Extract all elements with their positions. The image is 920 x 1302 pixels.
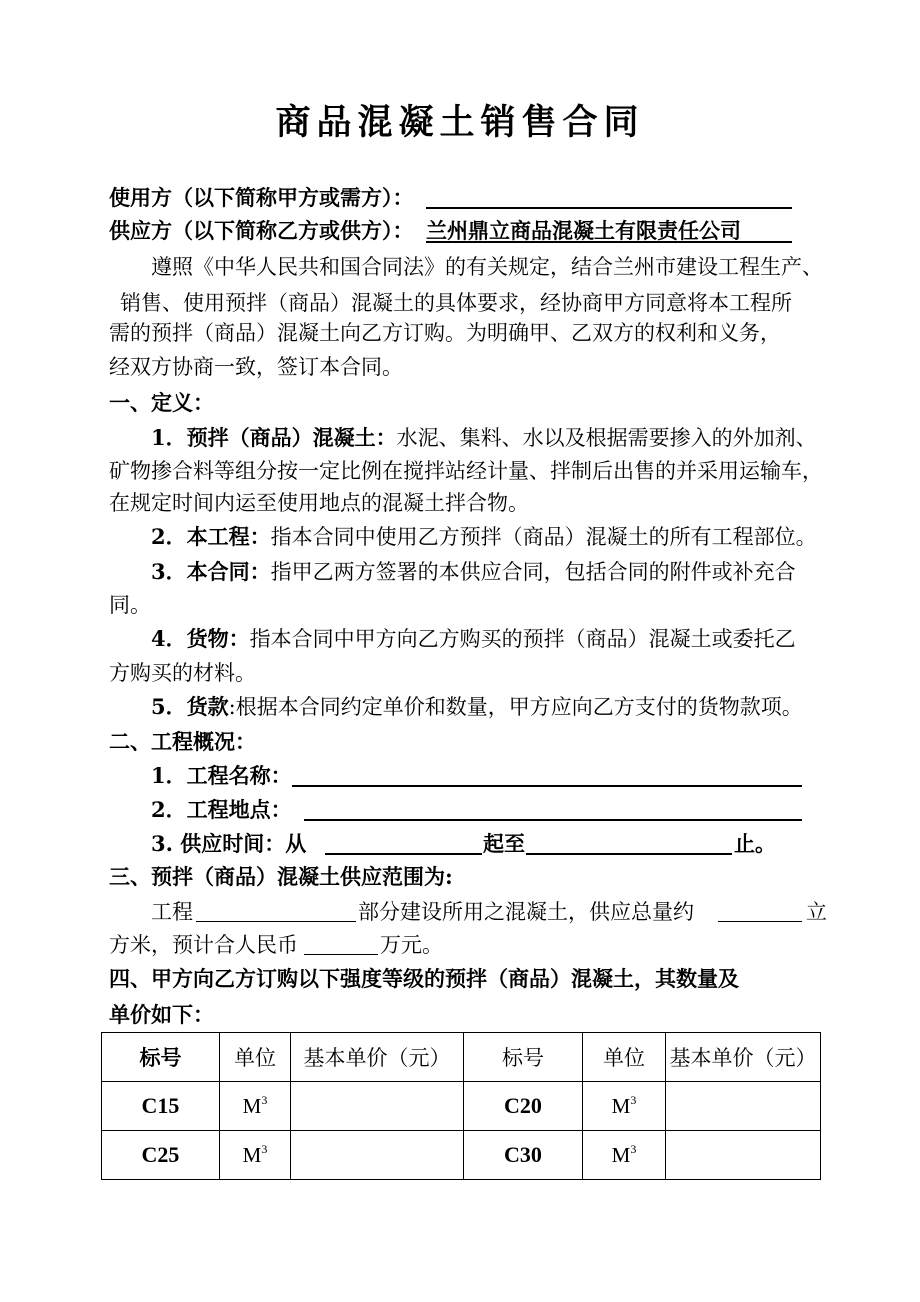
supplier-name-underline: [426, 241, 792, 243]
project-name-label: 1．工程名称：: [151, 763, 292, 788]
section-4-heading-line-2: 单价如下：: [109, 1002, 214, 1027]
intro-line-3: 需的预拌（商品）混凝土向乙方订购。为明确甲、乙双方的权利和义务，: [109, 321, 781, 345]
definition-2-term: 2．本工程：: [151, 524, 271, 549]
definition-5-term: 5．货款: [151, 694, 229, 719]
unit-cell: [583, 1131, 666, 1180]
supply-end-blank[interactable]: [526, 853, 732, 855]
definition-1-line-3: 在规定时间内运至使用地点的混凝土拌合物。: [109, 491, 529, 515]
scope-text-2: 部分建设所用之混凝土，供应总量约: [358, 900, 694, 924]
section-1-heading: 一、定义：: [109, 390, 214, 415]
unit-superscript: 3: [261, 1141, 268, 1156]
unit-superscript: 3: [630, 1092, 637, 1107]
definition-3-term: 3．本合同：: [151, 559, 271, 584]
header-unit-a: 单位: [220, 1033, 291, 1082]
price-cell[interactable]: [291, 1131, 464, 1180]
unit-cell: [583, 1082, 666, 1131]
supplier-label: 供应方（以下简称乙方或供方）：: [109, 218, 414, 243]
scope-project-blank[interactable]: [196, 921, 356, 922]
intro-line-2: 销售、使用预拌（商品）混凝土的具体要求，经协商甲方同意将本工程所: [120, 291, 792, 315]
section-4-heading-line-1: 四、甲方向乙方订购以下强度等级的预拌（商品）混凝土，其数量及: [109, 966, 739, 991]
definition-5: [151, 692, 803, 722]
unit-cell: [220, 1131, 291, 1180]
supply-time-label: 3. 供应时间：从: [151, 831, 307, 856]
definition-1-line-2: 矿物掺合料等组分按一定比例在搅拌站经计量、拌制后出售的并采用运输车，: [109, 459, 823, 483]
definition-4-term: 4．货物：: [151, 626, 250, 651]
price-cell[interactable]: [666, 1082, 821, 1131]
supply-time-mid: 起至: [483, 831, 525, 856]
scope-text-1: 工程: [151, 900, 193, 924]
definition-2-text: 指本合同中使用乙方预拌（商品）混凝土的所有工程部位。: [270, 525, 817, 549]
project-location-blank[interactable]: [304, 819, 802, 821]
price-cell[interactable]: [291, 1082, 464, 1131]
scope-quantity-blank[interactable]: [718, 921, 802, 922]
header-price-b: 基本单价（元）: [666, 1033, 821, 1082]
supplier-name: 兰州鼎立商品混凝土有限责任公司: [426, 218, 741, 243]
definition-4-line-2: 方购买的材料。: [109, 661, 256, 685]
scope-text-4: 方米，预计合人民币: [109, 933, 298, 957]
buyer-label: 使用方（以下简称甲方或需方）：: [109, 185, 414, 210]
definition-3-text: 指甲乙两方签署的本供应合同，包括合同的附件或补充合: [270, 560, 796, 584]
grade-cell: C30: [464, 1131, 583, 1180]
buyer-name-blank[interactable]: [426, 207, 792, 209]
scope-amount-blank[interactable]: [304, 954, 378, 955]
supply-time-suffix: 止。: [734, 831, 776, 856]
definition-1-term: 1．预拌（商品）混凝土：: [151, 425, 397, 450]
grade-cell: C20: [464, 1082, 583, 1131]
header-price-a: 基本单价（元）: [291, 1033, 464, 1082]
definition-3-line-2: 同。: [109, 593, 151, 617]
unit-text: M: [611, 1093, 631, 1118]
section-3-heading-text: 三、预拌（商品）混凝土供应范围为:: [109, 864, 453, 889]
unit-superscript: 3: [630, 1141, 637, 1156]
header-grade-b: 标号: [464, 1033, 583, 1082]
scope-text-3: 立: [806, 900, 827, 924]
definition-4-text: 指本合同中甲方向乙方购买的预拌（商品）混凝土或委托乙: [249, 627, 796, 651]
definition-1: [151, 423, 817, 453]
project-location-label: 2．工程地点：: [151, 797, 292, 822]
definition-4: [151, 624, 796, 654]
intro-line-4: 经双方协商一致，签订本合同。: [109, 355, 403, 379]
definition-5-text: :根据本合同约定单价和数量，甲方应向乙方支付的货物款项。: [228, 695, 803, 719]
table-header-row: [102, 1033, 821, 1082]
header-unit-b: 单位: [583, 1033, 666, 1082]
project-name-blank[interactable]: [292, 785, 802, 787]
table-row: [102, 1131, 821, 1180]
grade-cell: C15: [102, 1082, 220, 1131]
price-table: [101, 1032, 821, 1180]
unit-text: M: [611, 1142, 631, 1167]
definition-2: [151, 522, 817, 552]
unit-superscript: 3: [261, 1092, 268, 1107]
section-3-heading: [109, 862, 453, 892]
table-row: [102, 1082, 821, 1131]
unit-cell: [220, 1082, 291, 1131]
page-title: 商品混凝土销售合同: [275, 102, 645, 143]
intro-line-1: 遵照《中华人民共和国合同法》的有关规定，结合兰州市建设工程生产、: [151, 255, 823, 279]
header-grade-a: 标号: [102, 1033, 220, 1082]
section-2-heading: 二、工程概况：: [109, 729, 256, 754]
unit-text: M: [242, 1093, 262, 1118]
price-cell[interactable]: [666, 1131, 821, 1180]
scope-text-5: 万元。: [380, 933, 443, 957]
unit-text: M: [242, 1142, 262, 1167]
definition-1-text: 水泥、集料、水以及根据需要掺入的外加剂、: [396, 426, 817, 450]
definition-3: [151, 557, 796, 587]
grade-cell: C25: [102, 1131, 220, 1180]
supply-start-blank[interactable]: [325, 853, 482, 855]
